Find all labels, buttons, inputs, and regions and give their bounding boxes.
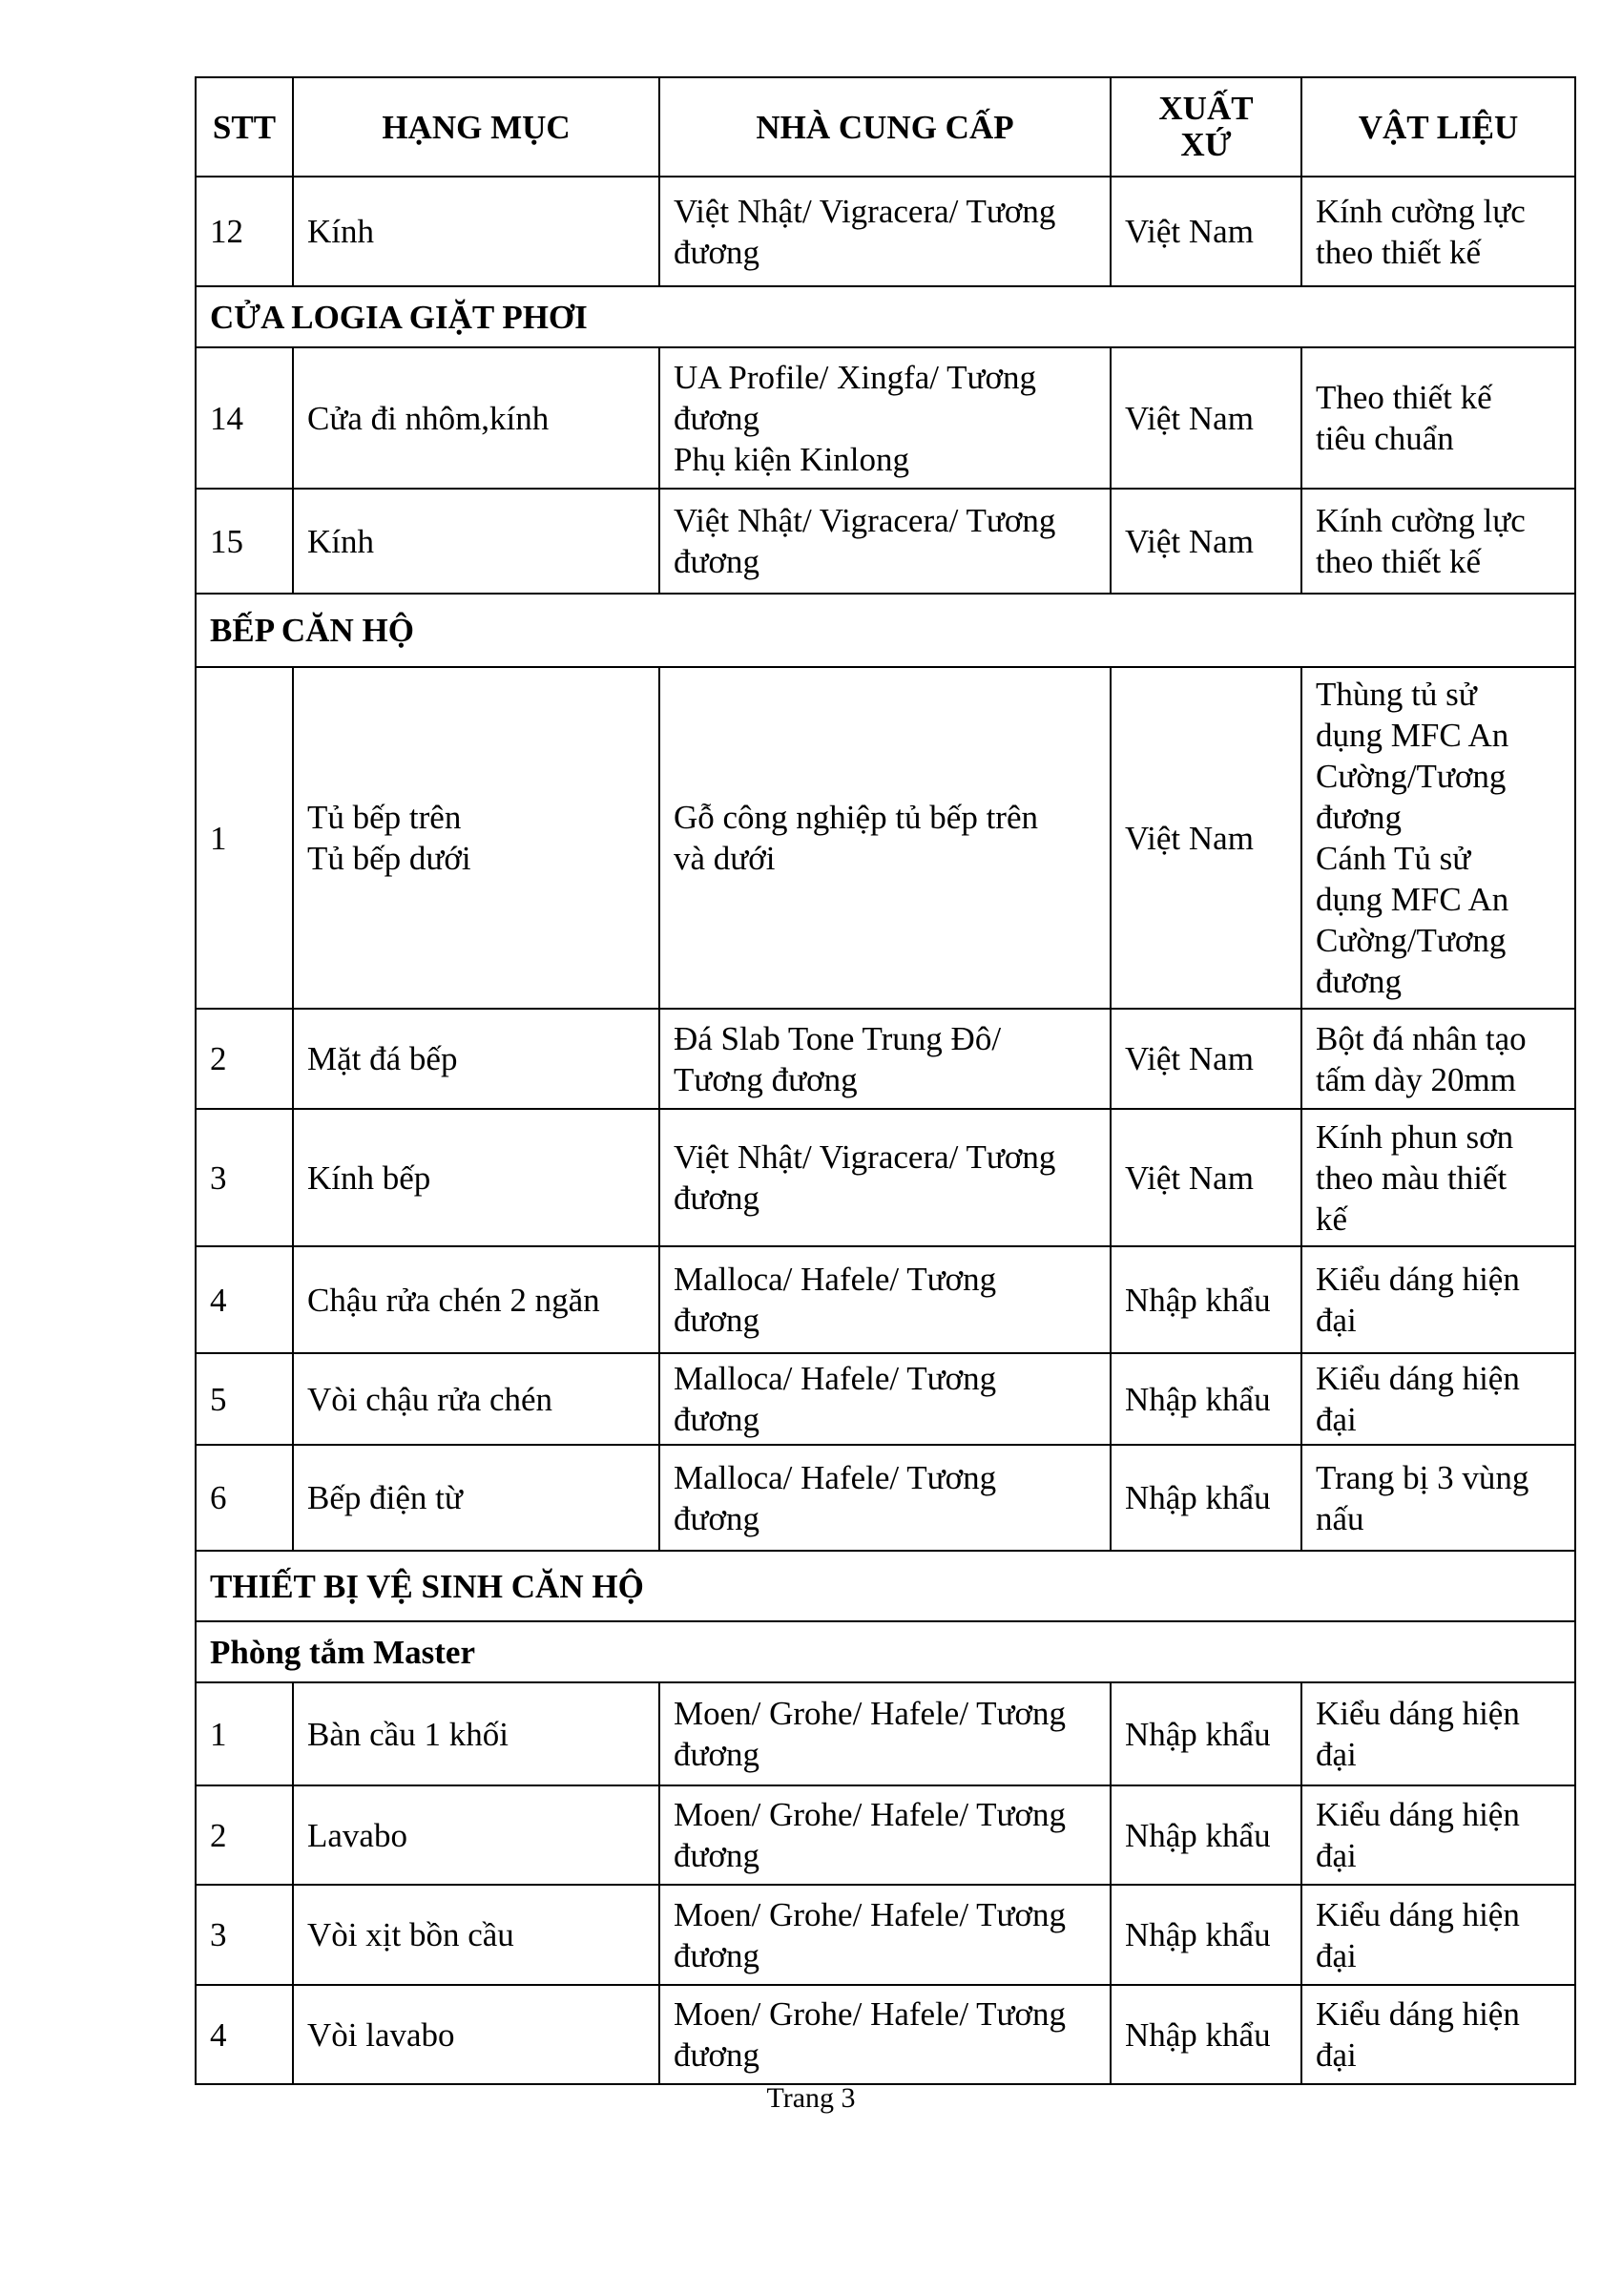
cell-nha-cung-cap: Moen/ Grohe/ Hafele/ Tương đương — [659, 1985, 1111, 2084]
cell-xuat-xu: Nhập khẩu — [1111, 1885, 1301, 1985]
cell-xuat-xu: Việt Nam — [1111, 1009, 1301, 1109]
cell-stt: 1 — [196, 1682, 293, 1785]
cell-stt: 4 — [196, 1985, 293, 2084]
table-row — [196, 1885, 1575, 1985]
cell-hang-muc: Vòi lavabo — [293, 1985, 659, 2084]
cell-vat-lieu: Thùng tủ sử dụng MFC An Cường/Tương đương Cánh Tủ sử dụng MFC An Cường/Tương đương — [1301, 667, 1575, 1009]
cell-stt: 3 — [196, 1109, 293, 1246]
cell-vat-lieu: Kiểu dáng hiện đại — [1301, 1353, 1575, 1445]
cell-stt: 1 — [196, 667, 293, 1009]
cell-xuat-xu: Việt Nam — [1111, 489, 1301, 594]
section-row — [196, 1621, 1575, 1682]
cell-vat-lieu: Trang bị 3 vùng nấu — [1301, 1445, 1575, 1551]
table-row — [196, 1246, 1575, 1353]
cell-hang-muc: Kính — [293, 489, 659, 594]
header-nha-cung-cap: NHÀ CUNG CẤP — [659, 77, 1111, 177]
cell-stt: 3 — [196, 1885, 293, 1985]
cell-vat-lieu: Kiểu dáng hiện đại — [1301, 1246, 1575, 1353]
cell-nha-cung-cap: Moen/ Grohe/ Hafele/ Tương đương — [659, 1682, 1111, 1785]
cell-hang-muc: Lavabo — [293, 1785, 659, 1885]
cell-xuat-xu: Nhập khẩu — [1111, 1985, 1301, 2084]
cell-stt: 15 — [196, 489, 293, 594]
section-row — [196, 286, 1575, 347]
cell-hang-muc: Tủ bếp trên Tủ bếp dưới — [293, 667, 659, 1009]
cell-stt: 12 — [196, 177, 293, 286]
table-row — [196, 1682, 1575, 1785]
cell-stt: 14 — [196, 347, 293, 489]
table-row — [196, 177, 1575, 286]
header-stt: STT — [196, 77, 293, 177]
table-row — [196, 1009, 1575, 1109]
page-number: Trang 3 — [766, 2082, 856, 2114]
table-row — [196, 1785, 1575, 1885]
cell-hang-muc: Mặt đá bếp — [293, 1009, 659, 1109]
cell-vat-lieu: Kiểu dáng hiện đại — [1301, 1885, 1575, 1985]
table-row — [196, 1353, 1575, 1445]
cell-hang-muc: Vòi xịt bồn cầu — [293, 1885, 659, 1985]
section-title: Phòng tắm Master — [196, 1621, 1575, 1682]
cell-nha-cung-cap: Malloca/ Hafele/ Tương đương — [659, 1353, 1111, 1445]
cell-nha-cung-cap: Đá Slab Tone Trung Đô/ Tương đương — [659, 1009, 1111, 1109]
cell-xuat-xu: Nhập khẩu — [1111, 1246, 1301, 1353]
cell-hang-muc: Kính bếp — [293, 1109, 659, 1246]
cell-nha-cung-cap: Moen/ Grohe/ Hafele/ Tương đương — [659, 1885, 1111, 1985]
header-vat-lieu: VẬT LIỆU — [1301, 77, 1575, 177]
table-row — [196, 1985, 1575, 2084]
cell-vat-lieu: Kính cường lực theo thiết kế — [1301, 177, 1575, 286]
cell-nha-cung-cap: Việt Nhật/ Vigracera/ Tương đương — [659, 1109, 1111, 1246]
section-title: BẾP CĂN HỘ — [196, 594, 1575, 667]
cell-xuat-xu: Nhập khẩu — [1111, 1785, 1301, 1885]
section-row — [196, 1551, 1575, 1621]
cell-xuat-xu: Việt Nam — [1111, 667, 1301, 1009]
specification-table — [195, 76, 1576, 2085]
header-xuat-xu: XUẤT XỨ — [1111, 77, 1301, 177]
table-row — [196, 667, 1575, 1009]
table-row — [196, 1445, 1575, 1551]
cell-nha-cung-cap: Malloca/ Hafele/ Tương đương — [659, 1246, 1111, 1353]
cell-hang-muc: Vòi chậu rửa chén — [293, 1353, 659, 1445]
cell-xuat-xu: Việt Nam — [1111, 1109, 1301, 1246]
cell-stt: 5 — [196, 1353, 293, 1445]
table-row — [196, 489, 1575, 594]
cell-nha-cung-cap: UA Profile/ Xingfa/ Tương đương Phụ kiện Kinlong — [659, 347, 1111, 489]
cell-xuat-xu: Việt Nam — [1111, 347, 1301, 489]
cell-nha-cung-cap: Moen/ Grohe/ Hafele/ Tương đương — [659, 1785, 1111, 1885]
cell-stt: 6 — [196, 1445, 293, 1551]
cell-nha-cung-cap: Gỗ công nghiệp tủ bếp trên và dưới — [659, 667, 1111, 1009]
cell-vat-lieu: Kính cường lực theo thiết kế — [1301, 489, 1575, 594]
cell-stt: 2 — [196, 1785, 293, 1885]
section-title: CỬA LOGIA GIẶT PHƠI — [196, 286, 1575, 347]
cell-vat-lieu: Kiểu dáng hiện đại — [1301, 1985, 1575, 2084]
cell-xuat-xu: Việt Nam — [1111, 177, 1301, 286]
table-row — [196, 347, 1575, 489]
cell-stt: 2 — [196, 1009, 293, 1109]
cell-nha-cung-cap: Malloca/ Hafele/ Tương đương — [659, 1445, 1111, 1551]
cell-xuat-xu: Nhập khẩu — [1111, 1682, 1301, 1785]
cell-hang-muc: Bàn cầu 1 khối — [293, 1682, 659, 1785]
cell-vat-lieu: Kiểu dáng hiện đại — [1301, 1682, 1575, 1785]
cell-vat-lieu: Kính phun sơn theo màu thiết kế — [1301, 1109, 1575, 1246]
cell-hang-muc: Kính — [293, 177, 659, 286]
cell-hang-muc: Cửa đi nhôm,kính — [293, 347, 659, 489]
table-row — [196, 1109, 1575, 1246]
section-title: THIẾT BỊ VỆ SINH CĂN HỘ — [196, 1551, 1575, 1621]
cell-vat-lieu: Theo thiết kế tiêu chuẩn — [1301, 347, 1575, 489]
document-page — [195, 76, 1574, 2085]
cell-hang-muc: Chậu rửa chén 2 ngăn — [293, 1246, 659, 1353]
section-row — [196, 594, 1575, 667]
cell-nha-cung-cap: Việt Nhật/ Vigracera/ Tương đương — [659, 489, 1111, 594]
cell-vat-lieu: Bột đá nhân tạo tấm dày 20mm — [1301, 1009, 1575, 1109]
table-body — [196, 177, 1575, 2084]
cell-nha-cung-cap: Việt Nhật/ Vigracera/ Tương đương — [659, 177, 1111, 286]
cell-vat-lieu: Kiểu dáng hiện đại — [1301, 1785, 1575, 1885]
table-header-row — [196, 77, 1575, 177]
header-hang-muc: HẠNG MỤC — [293, 77, 659, 177]
cell-hang-muc: Bếp điện từ — [293, 1445, 659, 1551]
cell-xuat-xu: Nhập khẩu — [1111, 1445, 1301, 1551]
cell-stt: 4 — [196, 1246, 293, 1353]
cell-xuat-xu: Nhập khẩu — [1111, 1353, 1301, 1445]
